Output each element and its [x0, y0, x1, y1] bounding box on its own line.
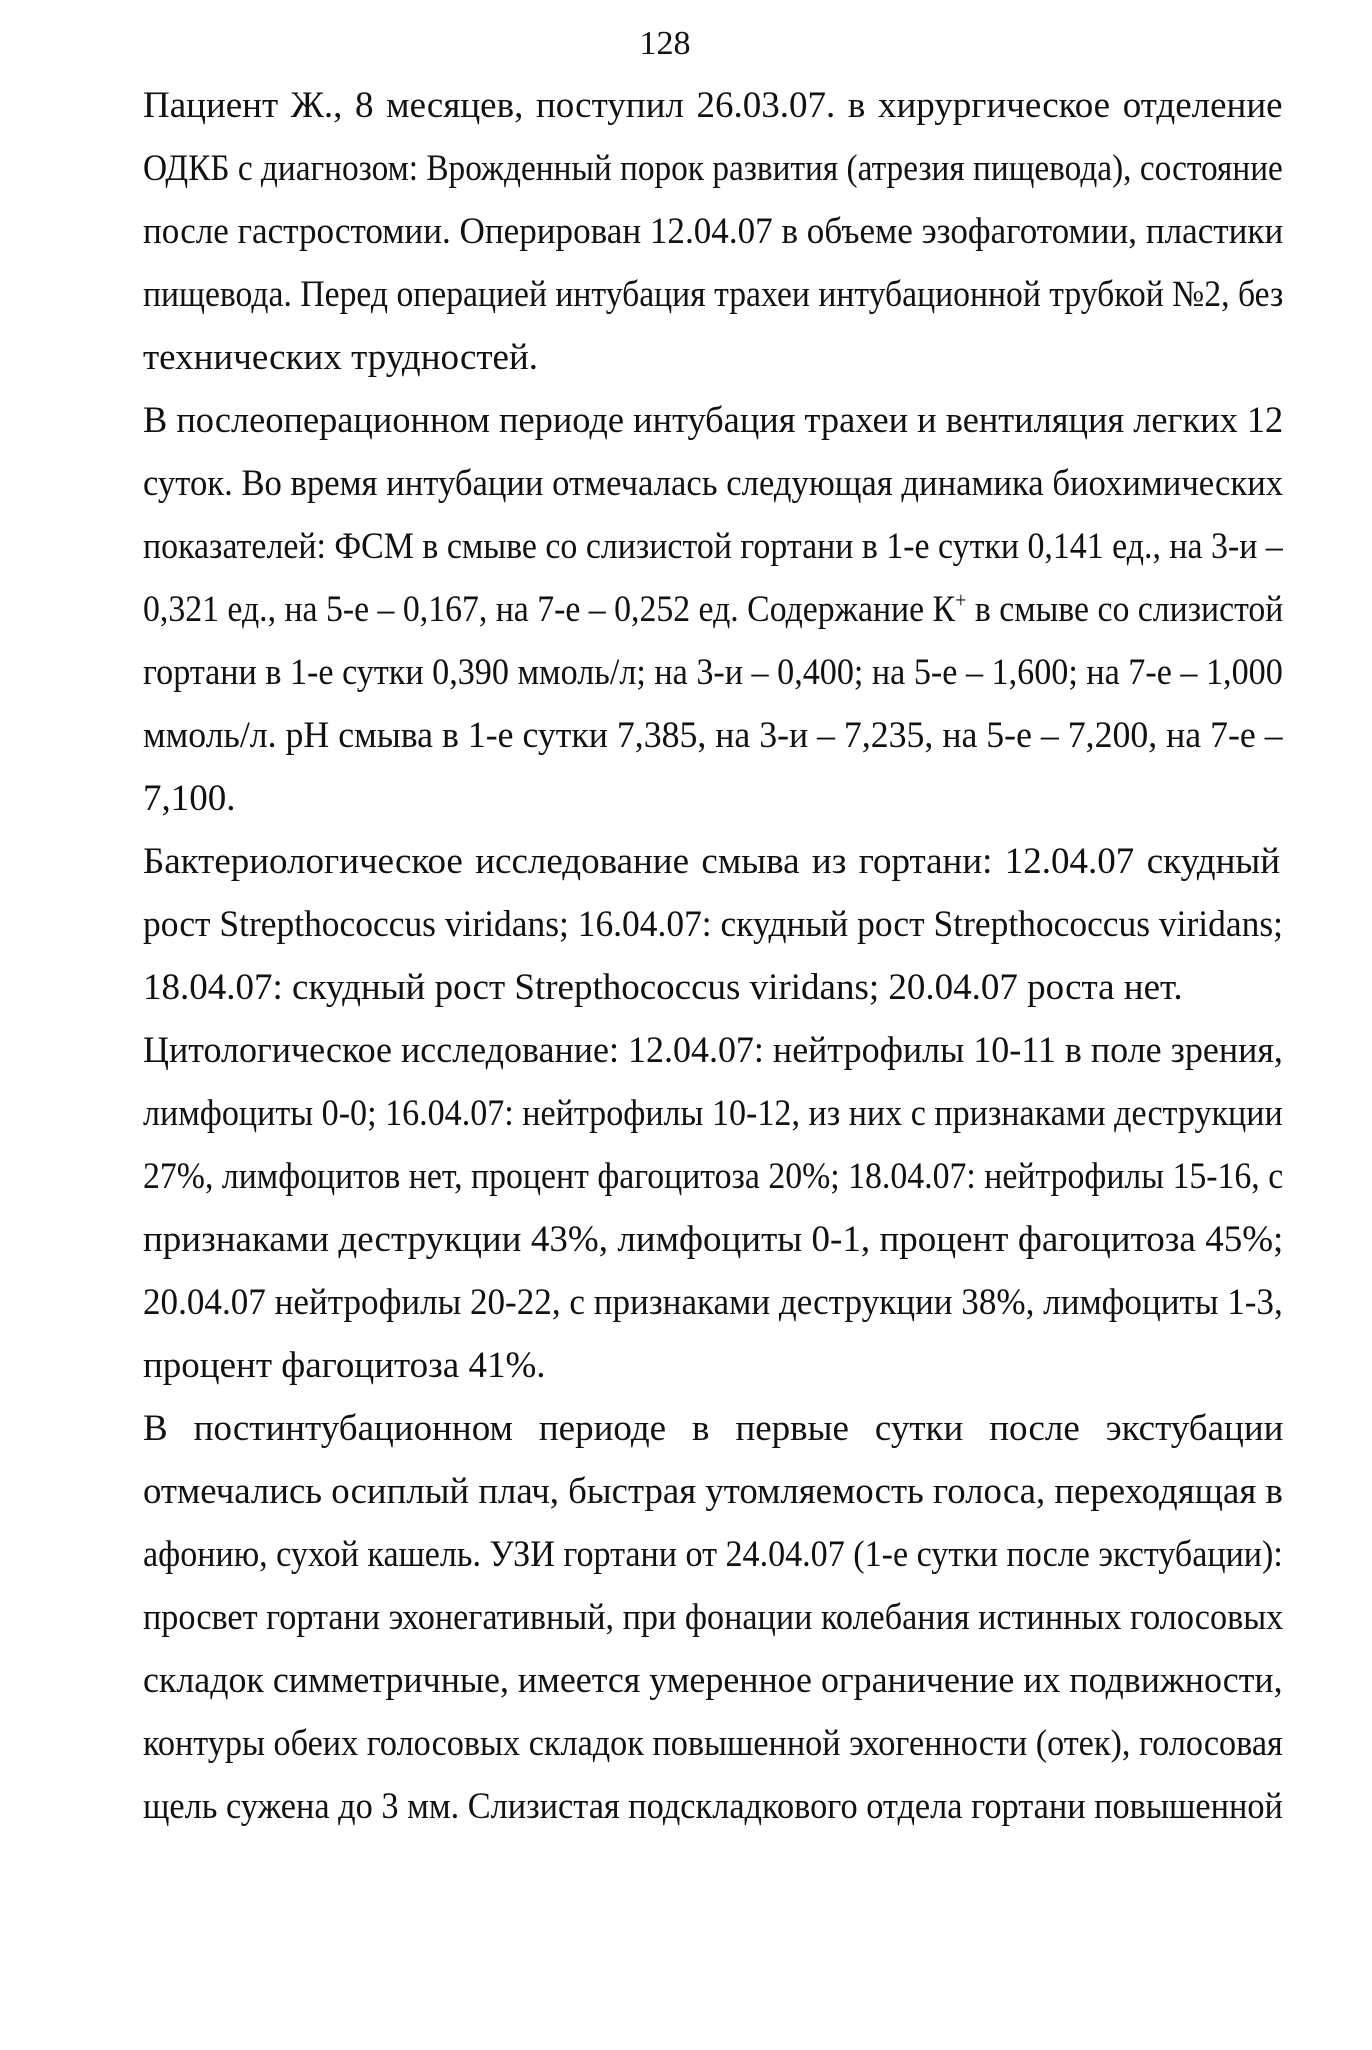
paragraph-line: 20.04.07 нейтрофилы 20-22, с признаками деструкции 38%, лимфоциты 1-3, [143, 1282, 1283, 1323]
paragraph-line: технических трудностей. [143, 337, 539, 378]
line-text: 0,321 ед., на 5-е – 0,167, на 7-е – 0,252 ед. Содержание К [143, 589, 956, 630]
paragraph-line: щель сужена до 3 мм. Слизистая подскладкового отдела гортани повышенной [143, 1786, 1283, 1827]
paragraph-1 [143, 74, 1283, 389]
paragraph-line: афонию, сухой кашель. УЗИ гортани от 24.04.07 (1-е сутки после экстубации): [143, 1534, 1283, 1575]
paragraph-line: 7,100. [143, 778, 236, 819]
paragraph-2 [143, 389, 1283, 830]
paragraph-line: Бактериологическое исследование смыва из гортани: 12.04.07 скудный [143, 841, 1281, 882]
page-number: 128 [639, 25, 691, 62]
paragraph-line: показателей: ФСМ в смыве со слизистой гортани в 1-е сутки 0,141 ед., на 3-и – [143, 526, 1283, 567]
paragraph-line: ОДКБ с диагнозом: Врожденный порок развития (атрезия пищевода), состояние [143, 148, 1283, 189]
paragraph-line: ммоль/л. рН смыва в 1-е сутки 7,385, на 3-и – 7,235, на 5-е – 7,200, на 7-е – [143, 715, 1283, 756]
paragraph-line: гортани в 1-е сутки 0,390 ммоль/л; на 3-и – 0,400; на 5-е – 1,600; на 7-е – 1,000 [143, 652, 1283, 693]
paragraph-line-with-superscript [143, 578, 1283, 641]
paragraph-line: Цитологическое исследование: 12.04.07: нейтрофилы 10-11 в поле зрения, [143, 1030, 1283, 1071]
paragraph-line: контуры обеих голосовых складок повышенной эхогенности (отек), голосовая [143, 1723, 1283, 1764]
paragraph-5 [143, 1397, 1283, 1838]
paragraph-line: процент фагоцитоза 41%. [143, 1345, 546, 1386]
paragraph-line: признаками деструкции 43%, лимфоциты 0-1, процент фагоцитоза 45%; [143, 1219, 1284, 1260]
superscript: + [955, 587, 967, 613]
paragraph-line: рост Strepthococcus viridans; 16.04.07: скудный рост Strepthococcus viridans; [143, 904, 1283, 945]
paragraph-line: Пациент Ж., 8 месяцев, поступил 26.03.07. в хирургическое отделение [143, 85, 1283, 126]
paragraph-line: В послеоперационном периоде интубация трахеи и вентиляция легких 12 [143, 400, 1284, 441]
paragraph-line: 27%, лимфоцитов нет, процент фагоцитоза 20%; 18.04.07: нейтрофилы 15-16, с [143, 1156, 1284, 1197]
paragraph-line: 18.04.07: скудный рост Strepthococcus viridans; 20.04.07 роста нет. [143, 967, 1183, 1008]
paragraph-line: складок симметричные, имеется умеренное ограничение их подвижности, [143, 1660, 1283, 1701]
paragraph-line: В постинтубационном периоде в первые сутки после экстубации [143, 1408, 1284, 1449]
line-tail: в смыве со слизистой [966, 589, 1284, 630]
paragraph-4 [143, 1019, 1283, 1397]
paragraph-line: просвет гортани эхонегативный, при фонации колебания истинных голосовых [143, 1597, 1284, 1638]
paragraph-line: пищевода. Перед операцией интубация трахеи интубационной трубкой №2, без [143, 274, 1284, 315]
paragraph-line: после гастростомии. Оперирован 12.04.07 в объеме эзофаготомии, пластики [143, 211, 1284, 252]
paragraph-line: лимфоциты 0-0; 16.04.07: нейтрофилы 10-12, из них с признаками деструкции [143, 1093, 1283, 1134]
paragraph-line: суток. Во время интубации отмечалась следующая динамика биохимических [143, 463, 1284, 504]
paragraph-line: отмечались осиплый плач, быстрая утомляемость голоса, переходящая в [143, 1471, 1283, 1512]
body-text [143, 74, 1283, 1838]
paragraph-3 [143, 830, 1283, 1019]
